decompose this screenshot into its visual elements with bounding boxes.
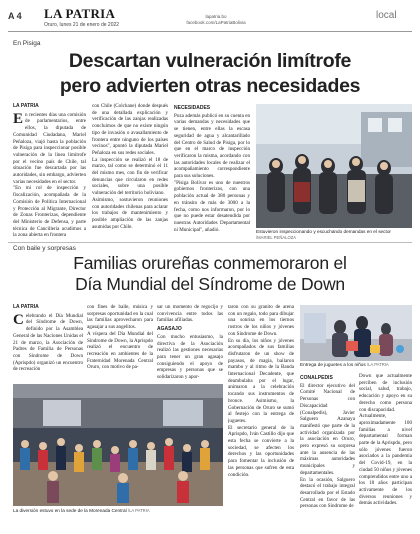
- story1-paragraph: "En mi rol de inspección y fiscalización, acompañada de la Comisión de Política Internacional y Protección al Migrante, Director de Zonas Fronterizas, dependiente del Ministerio de Defensa, y parte técnica de Cancillería acudimos a la zona abierta en frontera: [13, 185, 86, 239]
- story1-paragraph: con Chile (Colchane) donde después de una detallada explicación y verificación de las zanjas realizadas concluimos de que no existe ningún tipo de invasión o avasallamiento de frontera entre ninguno de los países vecinos", apuntó la diputada Mariel Peñaloza en sus redes sociales.: [92, 103, 168, 156]
- header-divider: [8, 31, 412, 32]
- story1-kicker: En Pisiga: [13, 40, 41, 47]
- story1-caption-text: Estuvieron inspeccionando y escuchando demandas en el sector: [256, 229, 391, 234]
- story1-column-1: [13, 103, 86, 241]
- story2-photo-1-caption: [300, 362, 412, 368]
- story2-paragraph: Down que actualmente perciben de inclusión social, salud, trabajo, educación y apoyo en su derecho como persona con discapacidad.: [359, 373, 412, 413]
- story-divider: [8, 242, 412, 243]
- story1-paragraph: "Pisiga Bolívar es uno de nuestros gobiernos fronterizos, con una población actual de 380 personas y en tránsito de más de 3000 a la fecha, como nos informaron, por lo que no puede estar desatendida por nuestras Autoridades Departamental ni Municipal", añadió.: [174, 179, 250, 233]
- story1-column-3: [174, 103, 250, 243]
- story2-paragraph: A víspera del Día Mundial del Síndrome de Down, la Aprispdo realizó el encuentro de recreación en ambientes de la Fraternidad Morenada Central Oruro, con motivo de pa-: [87, 330, 153, 371]
- story1-paragraph: n recientes días una comisión de parlamentarios, entre ellos, la diputada de Comunidad Ciudadana, Mariel Peñaloza, viajó hasta la población de Pisiga para inspeccionar posible vulneración de la línea limítrofe por el vecino país de Chile, tal situación fue descartada por las autoridades, sin embargo, advierten varias necesidades en el sector.: [13, 111, 86, 185]
- story1-photo-credit: /MARIEL PEÑALOZA: [256, 235, 297, 240]
- dance-event-photo: [13, 384, 223, 506]
- section-label: local: [376, 10, 397, 21]
- facebook-link[interactable]: facebook.com/LaPatriaBolivia: [186, 20, 246, 25]
- story2-photo-1-credit: /LA PATRIA: [366, 362, 389, 367]
- story2-column-5: [300, 373, 355, 525]
- story2-paragraph: sar un momento de regocijo y convivencia entre todos las familias afiliadas.: [157, 304, 223, 324]
- toy-delivery-photo: [300, 305, 412, 361]
- story2-paragraph: En la ocasión, Salguero destacó el trabajo integral desarrollado por el Estado Central en favor de las personas con Síndrome de: [300, 476, 355, 510]
- story1-drop-cap: E: [13, 110, 24, 127]
- story2-column-3: [157, 304, 223, 380]
- story2-subhead: CONALPEDIS: [300, 375, 333, 381]
- story2-photo-2-credit: /LA PATRIA: [127, 508, 150, 513]
- story2-source: LA PATRIA: [13, 304, 39, 310]
- story2-headline-line2: Día Mundial del Síndrome de Down: [75, 274, 345, 294]
- story2-paragraph: En su día, los niños y jóvenes acompañados de sus familias disfrutaron de un show de payasos, de magia, bailaron mambo y al ritmo de la Banda Internacional Decadente, que deambulaba por el lugar, animaron a la celebración tocando sus instrumentos de bronce. Asimismo, la Gobernación de Oruro se sumó al festejo con la entrega de juguetes.: [228, 337, 294, 424]
- story2-paragraph: El secretario general de la Aprispdo, Iván Castillo dijo que esta fecha se convierte a la sociedad, se afecten los derechos y las oportunidades para fomentar la inclusión de las personas que sufren de esta condición.: [228, 424, 294, 478]
- page-number: A 4: [8, 11, 22, 21]
- story2-subhead: AGASAJO: [157, 326, 182, 333]
- story1-source: LA PATRIA: [13, 103, 39, 109]
- story2-drop-cap: C: [13, 311, 24, 328]
- story2-paragraph: elebrando el Día Mundial del Síndrome de Down, definido por la Asamblea General de las Naciones Unidas el 21 de marzo, la Asociación de Padres de Familia de Personas con Síndrome de Down (Aprispdo) organizó un encuentro de recreación: [13, 312, 83, 373]
- story1-headline-line2: pero advierten otras necesidades: [59, 75, 361, 97]
- story1-photo: [256, 104, 412, 228]
- web-links: [186, 14, 246, 26]
- page-header: [0, 0, 420, 32]
- story2-paragraph: con fines de baile, música y sorpresas oportunidad en la cual las familias aprovecharon para agasajar a sus angelitos.: [87, 304, 153, 331]
- story2-kicker: Con baile y sorpresas: [13, 245, 76, 252]
- story1-subhead: NECESIDADES: [174, 105, 211, 111]
- story2-column-6: [359, 373, 412, 525]
- story2-paragraph: Actualmente, aproximadamente 100 familias a nivel departamental forman parte de la Aprispdo, pero sólo jóvenes fueron asociados a la pandemia del Covid-19, en la ciudad 50 niños y jóvenes comprendidos entre uno a los 18 años participan activamente de los diversos reuniones y demás actividades.: [359, 413, 412, 507]
- story2-paragraph: Con mucho entusiasmo, la directiva de la Asociación realizó las gestiones necesarias para tener un gran agasajo consiguiendo el apoyo de empresas y personas que se solidarizaron y apor-: [157, 333, 223, 380]
- story2-headline-line1: Familias orureñas conmemoraron el: [73, 253, 347, 273]
- story2-paragraph: taron con su granito de arena con un regalo, todo para dibujar una sonrisa en los tiernos rostros de los niños y jóvenes con Síndrome de Down.: [228, 304, 294, 337]
- story2-caption-1-text: Entrega de juguetes a los niños: [300, 362, 366, 367]
- story1-photo-caption: [256, 229, 414, 241]
- story2-photo-1: [300, 305, 412, 361]
- story1-headline-line1: Descartan vulneración limítrofe: [68, 50, 352, 72]
- story2-column-4: [228, 304, 294, 522]
- story2-photo-2: [13, 384, 223, 506]
- story2-photo-2-caption: [13, 508, 228, 514]
- story2-caption-2-text: La diversión estuvo en la sede de la Morenada Central: [13, 508, 127, 513]
- story1-paragraph: Asimismo, sostuvieron reuniones con autoridades chilenas para aclarar los trabajos de mantenimiento y posible ampliación de las zanjas asumidas por Chile.: [92, 196, 168, 230]
- issue-date: Oruro, lunes 21 de enero de 2022: [44, 22, 120, 28]
- story1-paragraph: La inspección se realizó el 18 de marzo, tal como se determinó el 11 del mismo mes, con fin de verificar denuncias que circularon en redes sociales, sobre una posible vulneración del territorio boliviano.: [92, 156, 168, 197]
- newspaper-logo: LA PATRIA: [44, 6, 116, 21]
- story2-column-2: [87, 304, 153, 380]
- website-link[interactable]: lapatria.bo: [205, 14, 227, 19]
- story2-paragraph: El director ejecutivo del Comité Nacional de Personas con Discapacidad (Conalpedis), Javier Salguero Azanaya manifestó que parte de la actividad organizada por la asociación en Oruro, pero expresó su sorpresa ante la ausencia de las máximas autoridades municipales y departamentales.: [300, 382, 355, 476]
- story1-column-2: [92, 103, 168, 243]
- story2-column-1: [13, 304, 83, 380]
- officials-inspection-photo: [256, 104, 412, 228]
- story1-paragraph: Poza además publicó en su cuenta en varias demandas y necesidades que se tienen, entre ellas la escasa seguridad de agua y alcantarillado del Centro de Salud de Pisiga, por lo que en el marco de inspección verificaron la misma, acordando con las autoridades locales de realizar el acompañamiento correspondiente para sus soluciones.: [174, 112, 250, 180]
